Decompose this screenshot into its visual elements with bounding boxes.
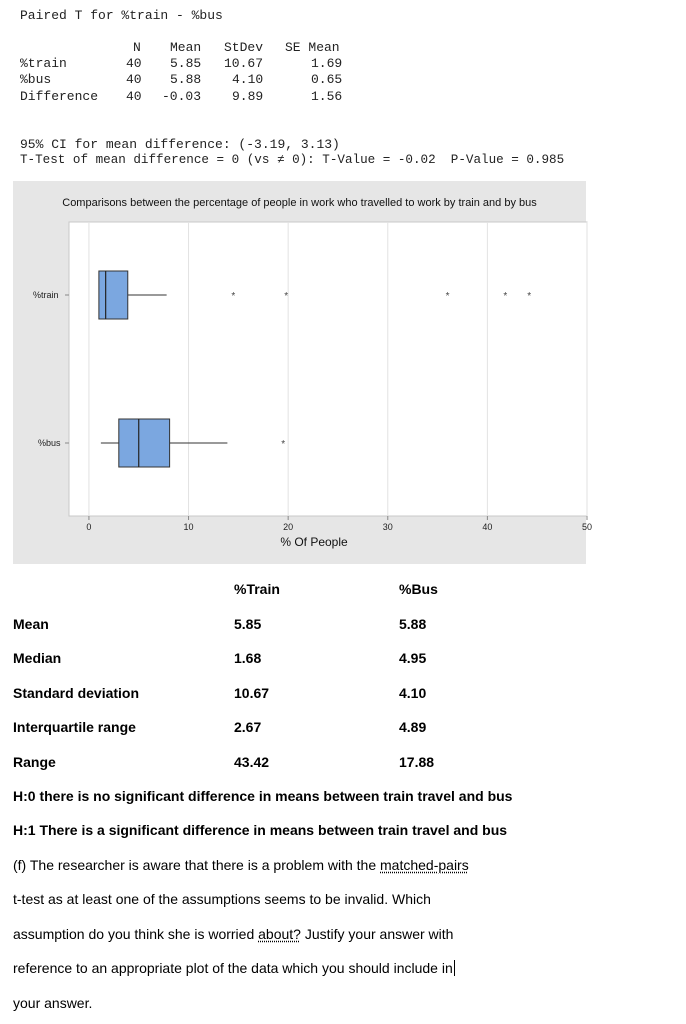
spellcheck-word[interactable]: matched-pairs (380, 857, 469, 873)
row-label-median: Median (13, 650, 62, 666)
row-label-sd: Standard deviation (13, 685, 140, 701)
row-stdev: 10.67 (224, 56, 264, 71)
cell-median-bus: 4.95 (399, 650, 427, 666)
col-header-bus: %Bus (399, 581, 438, 597)
question-line-2: t-test as at least one of the assumptions seems to be invalid. Which (13, 891, 431, 907)
row-label: %bus (20, 72, 52, 87)
row-label-mean: Mean (13, 616, 49, 632)
row-label-range: Range (13, 754, 56, 770)
hypothesis-null: H:0 there is no significant difference in means between train travel and bus (13, 788, 513, 804)
row-mean: 5.85 (170, 56, 202, 71)
row-se-mean: 1.69 (311, 56, 343, 71)
row-mean: -0.03 (162, 89, 202, 104)
row-se-mean: 1.56 (311, 89, 343, 104)
x-tick-label: 50 (581, 522, 593, 532)
outlier-point: * (445, 291, 450, 302)
outlier-point: * (503, 291, 508, 302)
stats-col-n: N (133, 40, 141, 55)
outlier-point: * (527, 291, 532, 302)
stats-col-se-mean: SE Mean (285, 40, 340, 55)
cell-iqr-bus: 4.89 (399, 719, 427, 735)
row-label-iqr: Interquartile range (13, 719, 136, 735)
cell-range-bus: 17.88 (399, 754, 435, 770)
text-cursor (454, 960, 455, 976)
row-label: %train (20, 56, 67, 71)
cell-mean-train: 5.85 (234, 616, 262, 632)
row-n: 40 (126, 89, 142, 104)
outlier-point: * (284, 291, 289, 302)
row-n: 40 (126, 72, 142, 87)
minitab-header: Paired T for %train - %bus (20, 8, 223, 23)
row-n: 40 (126, 56, 142, 71)
row-mean: 5.88 (170, 72, 202, 87)
cell-iqr-train: 2.67 (234, 719, 262, 735)
x-tick-label: 0 (86, 522, 92, 532)
boxplot-chart (13, 181, 593, 564)
row-se-mean: 0.65 (311, 72, 343, 87)
x-axis-label: % Of People (280, 535, 348, 549)
plot-area (69, 222, 587, 516)
question-line-1 (13, 857, 469, 873)
question-line-4[interactable] (13, 960, 455, 976)
outlier-point: * (231, 291, 236, 302)
ttest-line: T-Test of mean difference = 0 (vs ≠ 0): T-Value = -0.02 P-Value = 0.985 (20, 153, 565, 167)
x-tick-label: 10 (183, 522, 194, 532)
col-header-train: %Train (234, 581, 280, 597)
cell-sd-train: 10.67 (234, 685, 270, 701)
question-text: (f) The researcher is aware that there is a problem with the (13, 857, 381, 873)
y-label-train: %train (33, 290, 59, 300)
chart-title: Comparisons between the percentage of people in work who travelled to work by train and by bus (62, 197, 537, 209)
question-line-5: your answer. (13, 995, 93, 1011)
question-line-3 (13, 926, 453, 942)
cell-mean-bus: 5.88 (399, 616, 427, 632)
question-text: Justify your answer with (300, 926, 454, 942)
x-tick-label: 20 (283, 522, 294, 532)
row-stdev: 9.89 (232, 89, 264, 104)
boxplot-svg (13, 181, 593, 564)
hypothesis-alt: H:1 There is a significant difference in means between train travel and bus (13, 822, 508, 838)
x-tick-label: 30 (382, 522, 393, 532)
cell-sd-bus: 4.10 (399, 685, 427, 701)
row-stdev: 4.10 (232, 72, 264, 87)
spellcheck-word[interactable]: about? (258, 926, 301, 942)
question-text: reference to an appropriate plot of the data which you should include in (13, 960, 453, 976)
y-label-bus: %bus (38, 438, 61, 448)
cell-median-train: 1.68 (234, 650, 262, 666)
cell-range-train: 43.42 (234, 754, 270, 770)
row-label: Difference (20, 89, 99, 104)
stats-col-stdev: StDev (224, 40, 264, 55)
iqr-box (119, 419, 170, 467)
question-text: assumption do you think she is worried (13, 926, 259, 942)
stats-col-mean: Mean (170, 40, 202, 55)
iqr-box (99, 271, 128, 319)
x-axis-ticks (86, 516, 592, 532)
x-tick-label: 40 (482, 522, 493, 532)
outlier-point: * (281, 439, 286, 450)
ci-line: 95% CI for mean difference: (-3.19, 3.13) (20, 137, 340, 152)
